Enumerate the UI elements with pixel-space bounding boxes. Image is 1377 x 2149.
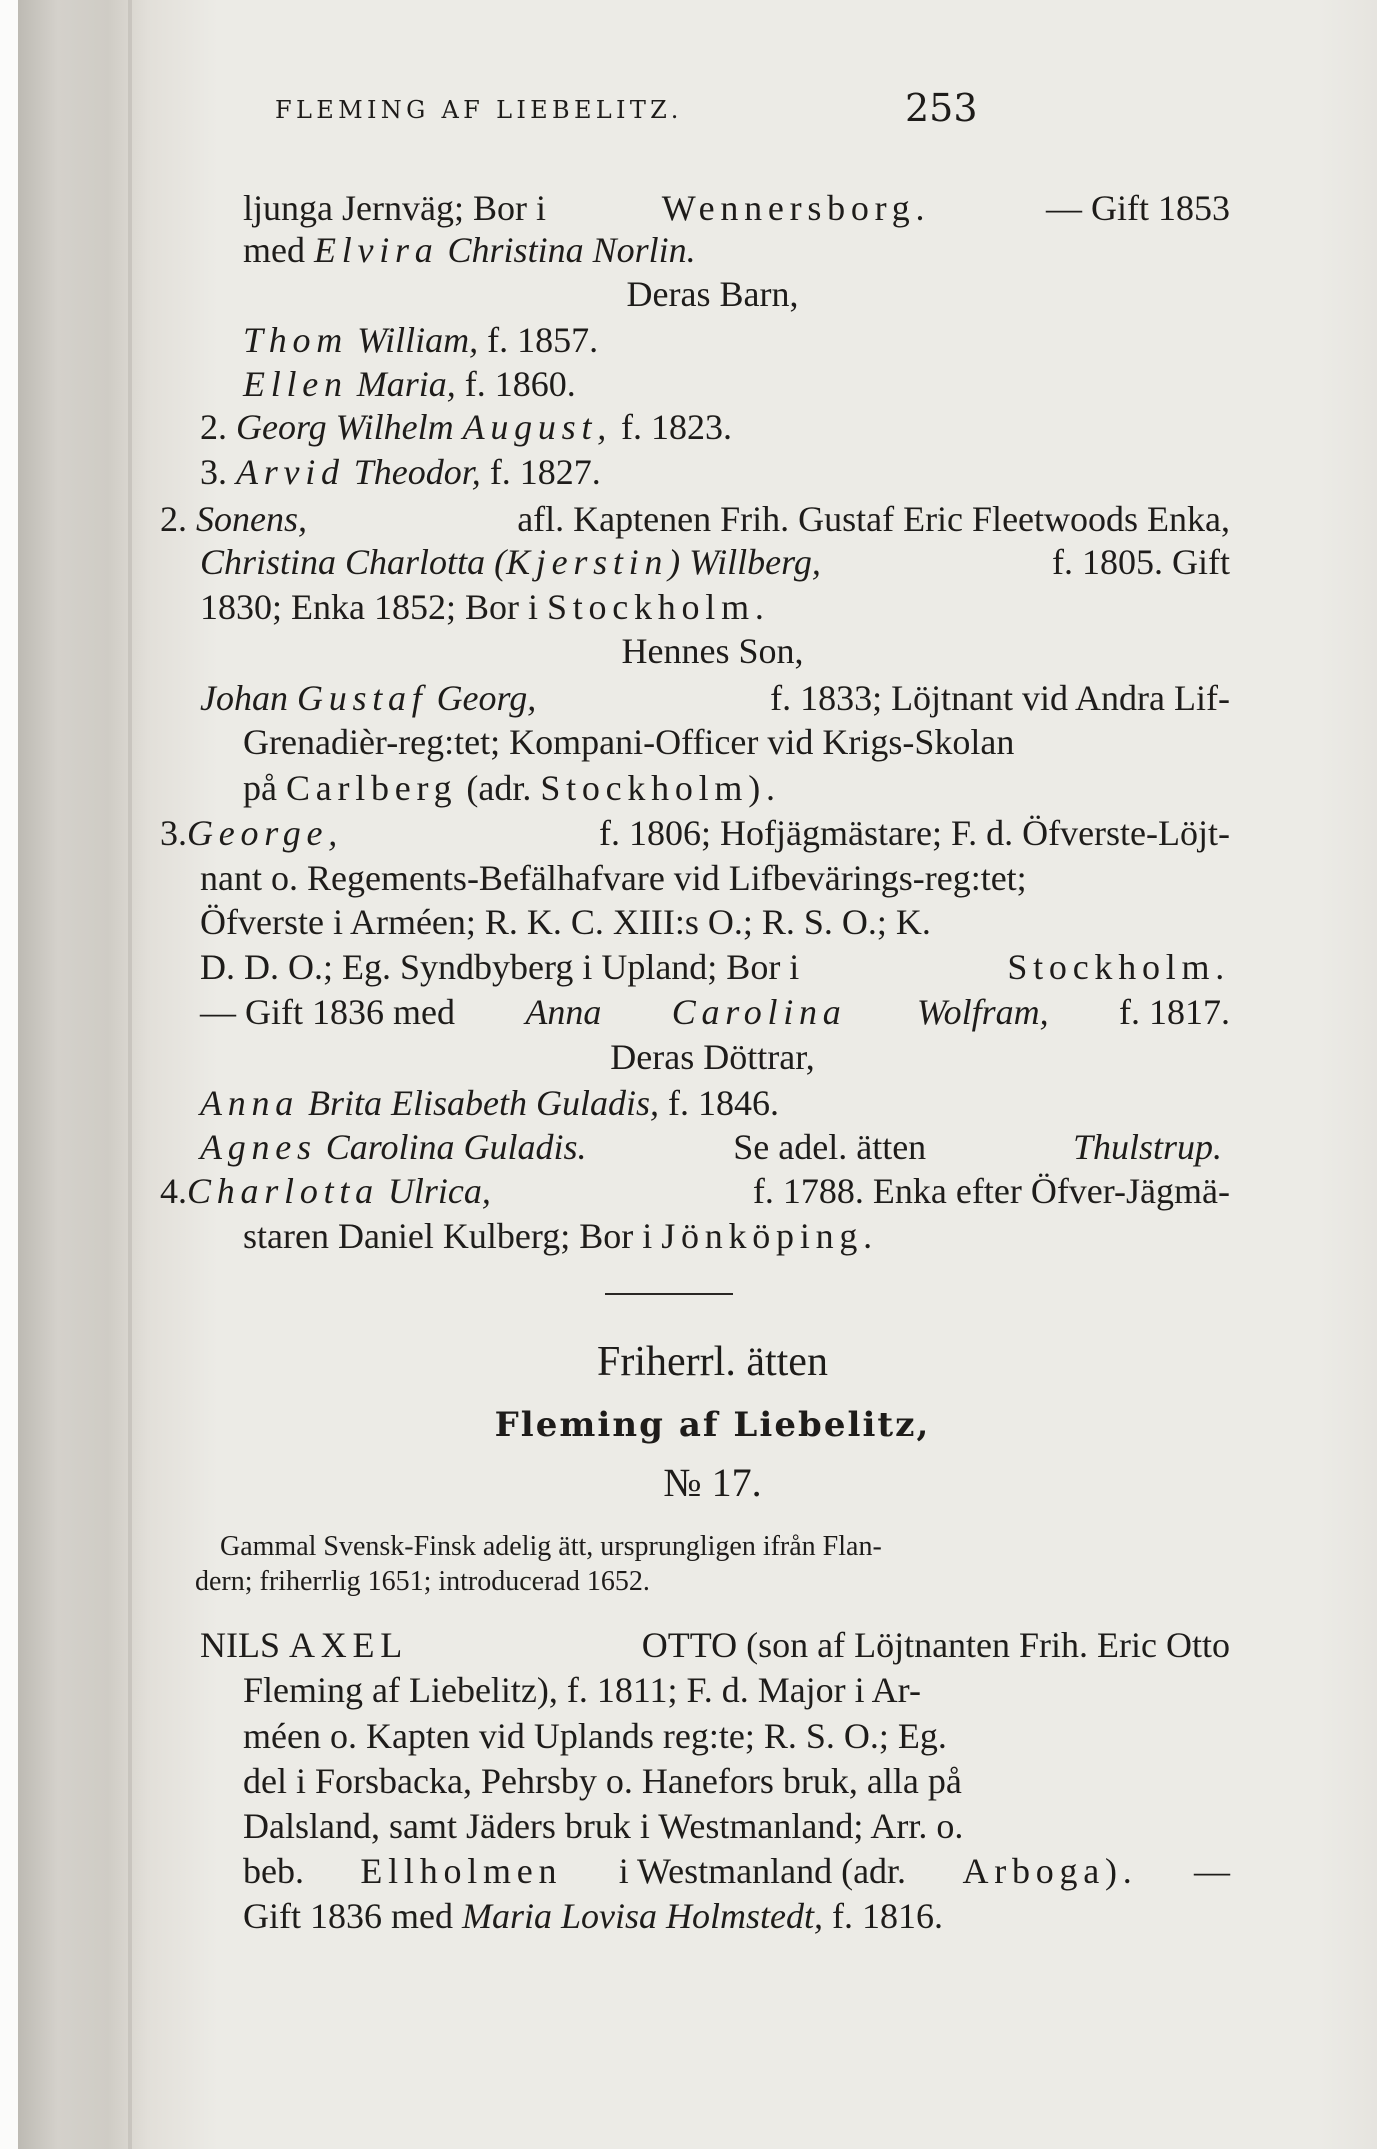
page-text bbox=[160, 0, 1230, 2149]
intro-line: dern; friherrlig 1651; introducerad 1652. bbox=[195, 1566, 650, 1597]
text-line: 3.George, f. 1806; Hofjägmästare; F. d. Öfverste-Löjt- bbox=[160, 813, 1230, 853]
text-line: — Gift 1836 med Anna Carolina Wolfram, f. 1817. bbox=[200, 992, 1230, 1032]
text-line: med Elvira Christina Norlin. bbox=[243, 230, 696, 270]
family-name: Fleming af Liebelitz, bbox=[494, 1405, 931, 1445]
page-number: 253 bbox=[905, 86, 978, 130]
text-line: Öfverste i Arméen; R. K. C. XIII:s O.; R. S. O.; K. bbox=[200, 902, 931, 942]
text-line: Fleming af Liebelitz), f. 1811; F. d. Major i Ar- bbox=[243, 1670, 921, 1710]
text-line: Johan Gustaf Georg, f. 1833; Löjtnant vid Andra Lif- bbox=[200, 678, 1230, 718]
text-line: Thom William, f. 1857. bbox=[243, 320, 599, 360]
text-line: Anna Brita Elisabeth Guladis, f. 1846. bbox=[200, 1083, 780, 1123]
text-line: D. D. O.; Eg. Syndbyberg i Upland; Bor i Stockholm. bbox=[200, 947, 1230, 987]
subheading: Deras Döttrar, bbox=[610, 1037, 815, 1077]
text-line: beb. Ellholmen i Westmanland (adr. Arboga). — bbox=[243, 1851, 1230, 1891]
text-line: 3. Arvid Theodor, f. 1827. bbox=[200, 452, 601, 492]
running-header: FLEMING AF LIEBELITZ. bbox=[275, 96, 683, 124]
page-gutter bbox=[128, 0, 132, 2149]
section-title: Friherrl. ätten bbox=[597, 1339, 828, 1385]
text-line: nant o. Regements-Befälhafvare vid Lifbevärings-reg:tet; bbox=[200, 858, 1027, 898]
subheading: Deras Barn, bbox=[626, 274, 799, 314]
text-line: staren Daniel Kulberg; Bor i Jönköping. bbox=[243, 1216, 878, 1256]
text-line: 1830; Enka 1852; Bor i Stockholm. bbox=[200, 587, 770, 627]
scan-margin bbox=[0, 0, 18, 2149]
text-line: på Carlberg (adr. Stockholm). bbox=[243, 768, 781, 808]
section-divider bbox=[605, 1293, 733, 1295]
text-line: Ellen Maria, f. 1860. bbox=[243, 364, 576, 404]
family-number: № 17. bbox=[663, 1460, 762, 1505]
text-line: NILS AXEL OTTO (son af Löjtnanten Frih. Eric Otto bbox=[200, 1625, 1230, 1665]
text-line: Agnes Carolina Guladis. Se adel. ätten Thulstrup. bbox=[200, 1127, 1222, 1167]
text-line: ljunga Jernväg; Bor i Wennersborg. — Gift 1853 bbox=[243, 188, 1230, 228]
text-line: Gift 1836 med Maria Lovisa Holmstedt, f. 1816. bbox=[243, 1896, 943, 1936]
text-line: 2. Georg Wilhelm August, f. 1823. bbox=[200, 407, 732, 447]
text-line: méen o. Kapten vid Uplands reg:te; R. S. O.; Eg. bbox=[243, 1716, 947, 1756]
text-line: Dalsland, samt Jäders bruk i Westmanland; Arr. o. bbox=[243, 1806, 964, 1846]
text-line: 2. Sonens, afl. Kaptenen Frih. Gustaf Eric Fleetwoods Enka, bbox=[160, 499, 1230, 539]
text-line: Christina Charlotta (Kjerstin) Willberg, f. 1805. Gift bbox=[200, 542, 1230, 582]
text-line: Grenadièr-reg:tet; Kompani-Officer vid Krigs-Skolan bbox=[243, 722, 1015, 762]
intro-line: Gammal Svensk-Finsk adelig ätt, ursprungligen ifrån Flan- bbox=[220, 1531, 882, 1562]
text-line: 4.Charlotta Ulrica, f. 1788. Enka efter Öfver-Jägmä- bbox=[160, 1171, 1230, 1211]
text-line: del i Forsbacka, Pehrsby o. Hanefors bruk, alla på bbox=[243, 1761, 962, 1801]
subheading: Hennes Son, bbox=[621, 631, 804, 671]
